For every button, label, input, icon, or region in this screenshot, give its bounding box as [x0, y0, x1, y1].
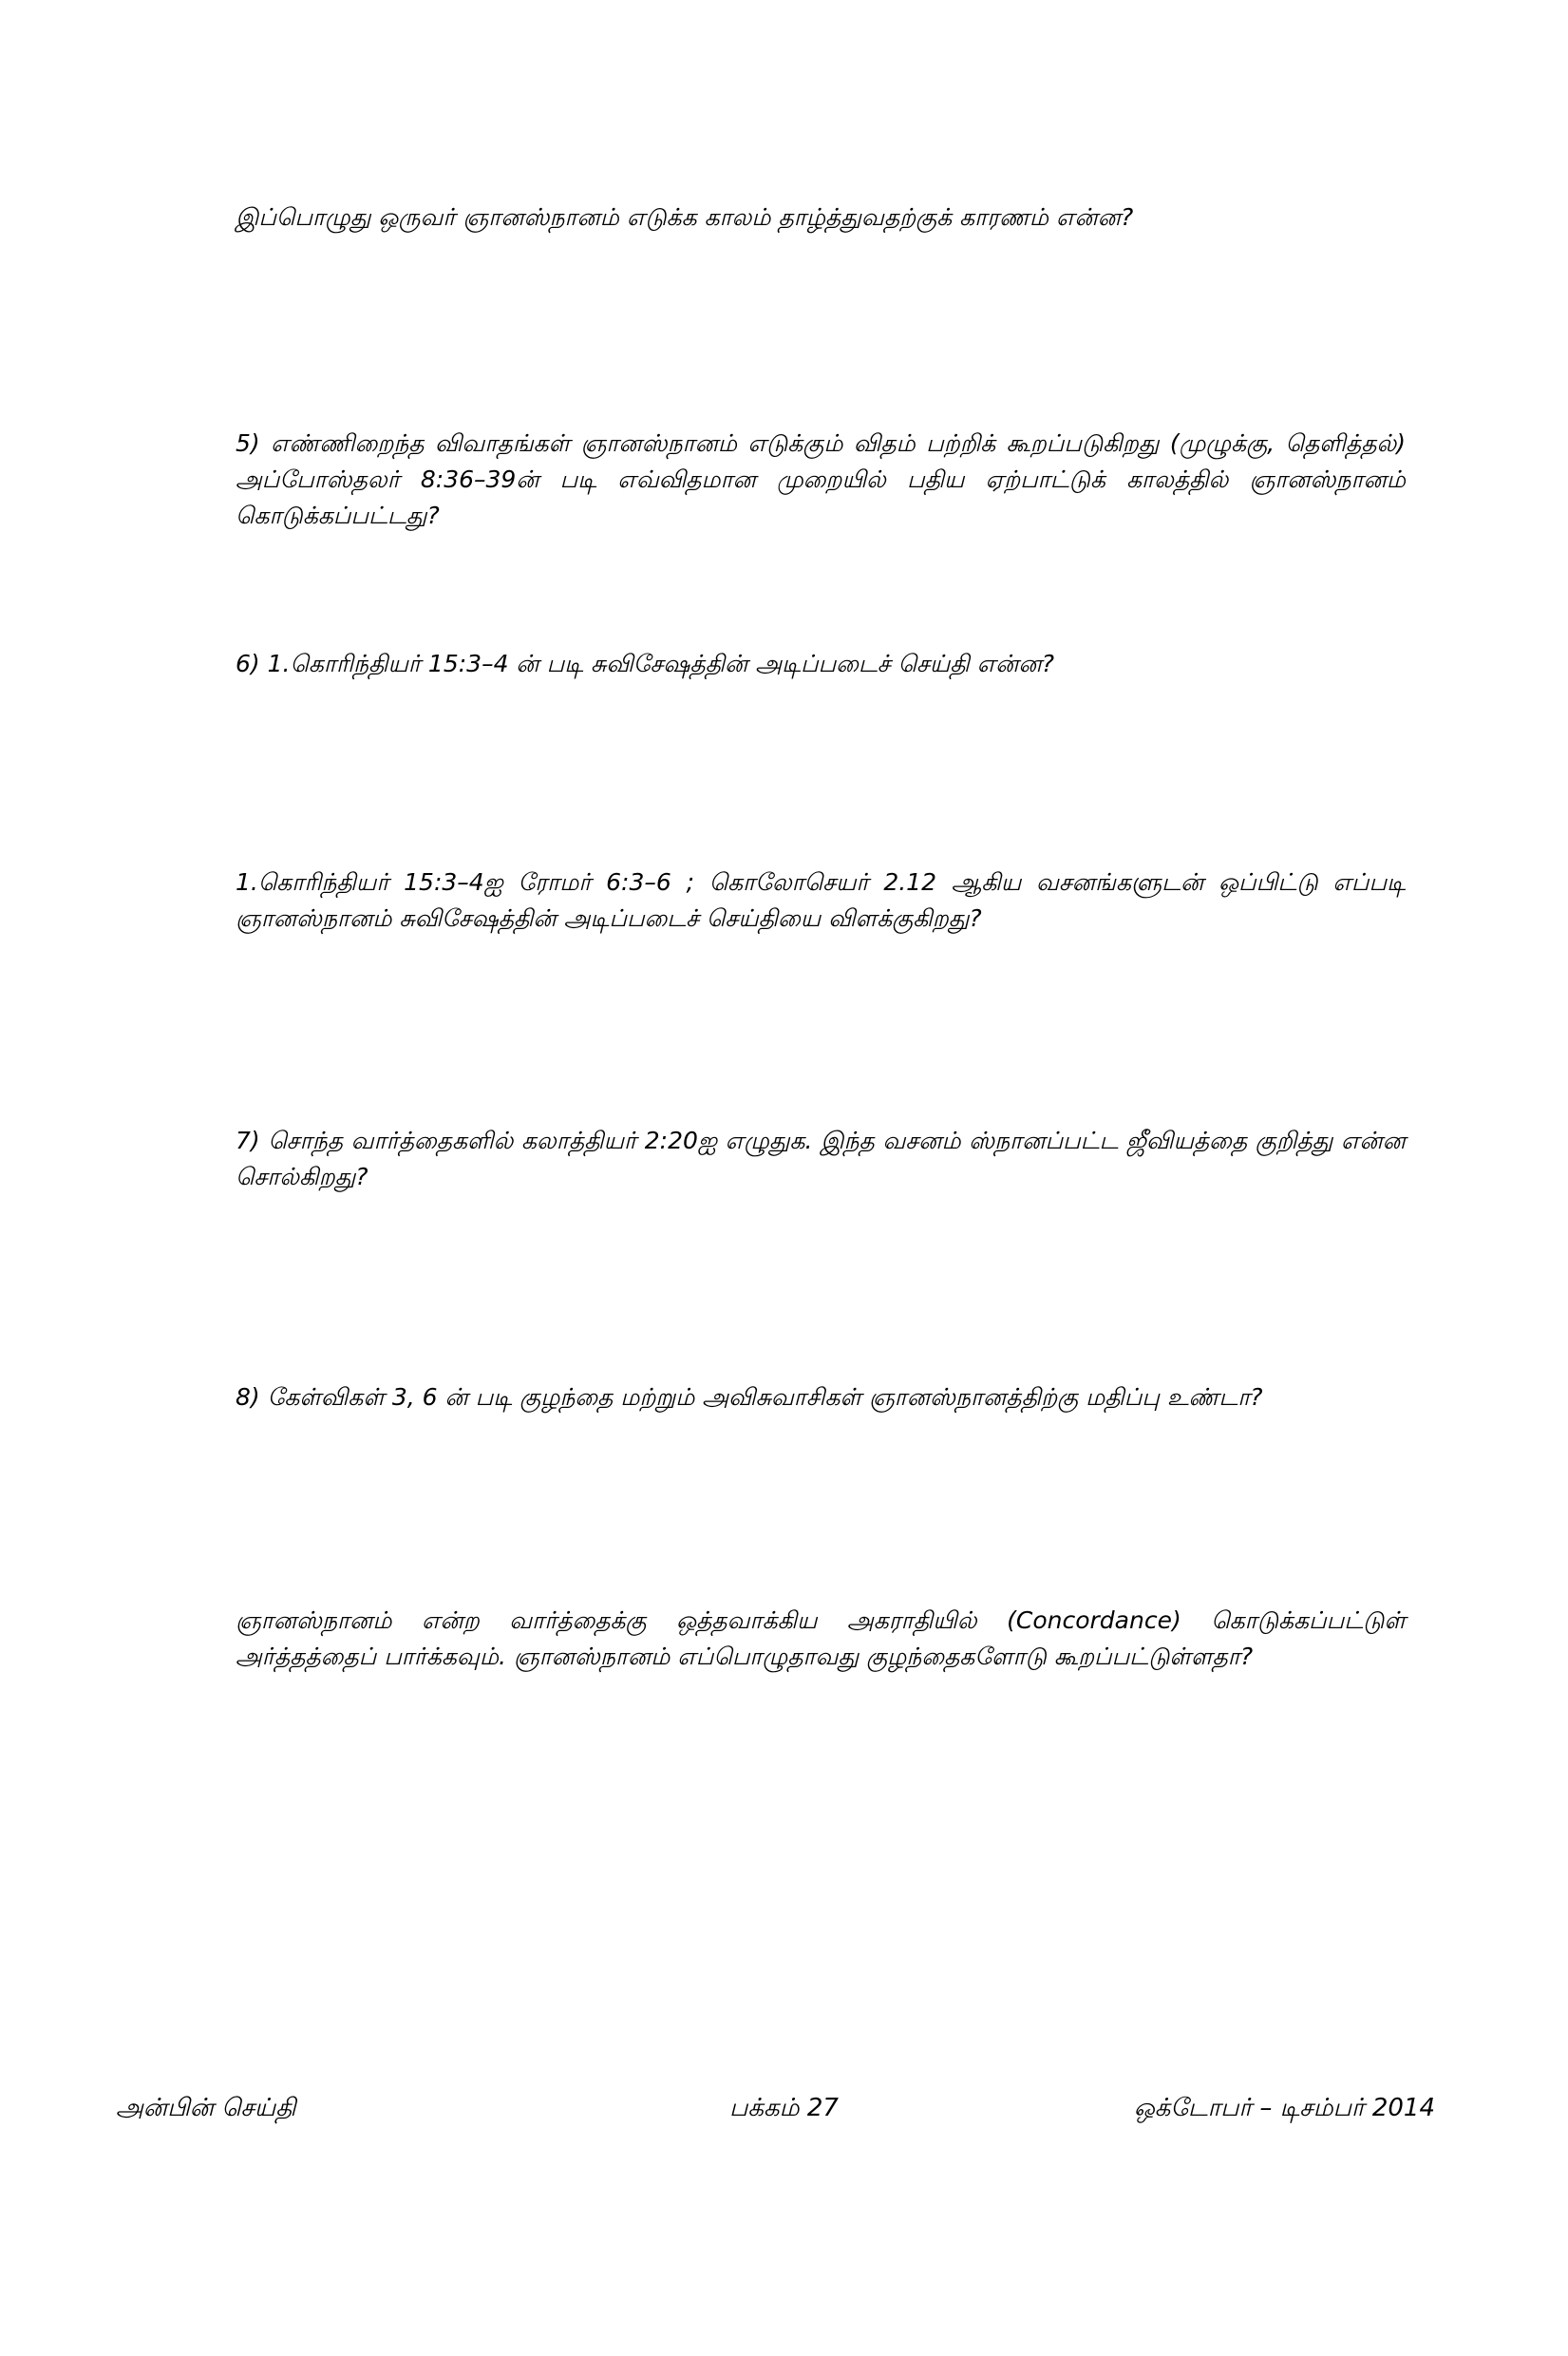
question-6-followup: 1.கொரிந்தியர் 15:3–4ஐ ரோமர் 6:3–6 ; கொலோசெயர் 2.12 ஆகிய வசனங்களுடன் ஒப்பிட்டு எப்படி ஞானஸ்நானம் சுவிசேஷத்தின் அடிப்படைச் செய்தியை விளக்குகிறது?	[236, 868, 1406, 932]
question-6: 6) 1.கொரிந்தியர் 15:3–4 ன் படி சுவிசேஷத்தின் அடிப்படைச் செய்தி என்ன?	[236, 650, 1054, 677]
footer-publication-name: அன்பின் செய்தி	[116, 2094, 296, 2122]
question-delay-reason: இப்பொழுது ஒருவர் ஞானஸ்நானம் எடுக்க காலம் தாழ்த்துவதற்குக் காரணம் என்ன?	[236, 203, 1134, 231]
question-8: 8) கேள்விகள் 3, 6 ன் படி குழந்தை மற்றும் அவிசுவாசிகள் ஞானஸ்நானத்திற்கு மதிப்பு உண்டா?	[236, 1383, 1263, 1411]
question-7: 7) சொந்த வார்த்தைகளில் கலாத்தியர் 2:20ஐ எழுதுக. இந்த வசனம் ஸ்நானப்பட்ட ஜீவியத்தை குறித்து என்ன சொல்கிறது?	[236, 1127, 1406, 1190]
footer-page-number: பக்கம் 27	[729, 2094, 839, 2122]
question-5: 5) எண்ணிறைந்த விவாதங்கள் ஞானஸ்நானம் எடுக்கும் விதம் பற்றிக் கூறப்படுகிறது (முழுக்கு, தெளித்தல்) அப்போஸ்தலர் 8:36–39ன் படி எவ்விதமான முறையில் பதிய ஏற்பாட்டுக் காலத்தில் ஞானஸ்நானம் கொடுக்கப்பட்டது?	[236, 429, 1406, 529]
question-8-followup: ஞானஸ்நானம் என்ற வார்த்தைக்கு ஒத்தவாக்கிய அகராதியில் (Concordance) கொடுக்கப்பட்டுள் அர்த்தத்தைப் பார்க்கவும். ஞானஸ்நானம் எப்பொழுதாவது குழந்தைகளோடு கூறப்பட்டுள்ளதா?	[236, 1606, 1406, 1670]
footer-issue-date: ஒக்டோபர் – டிசம்பர் 2014	[1134, 2094, 1435, 2122]
